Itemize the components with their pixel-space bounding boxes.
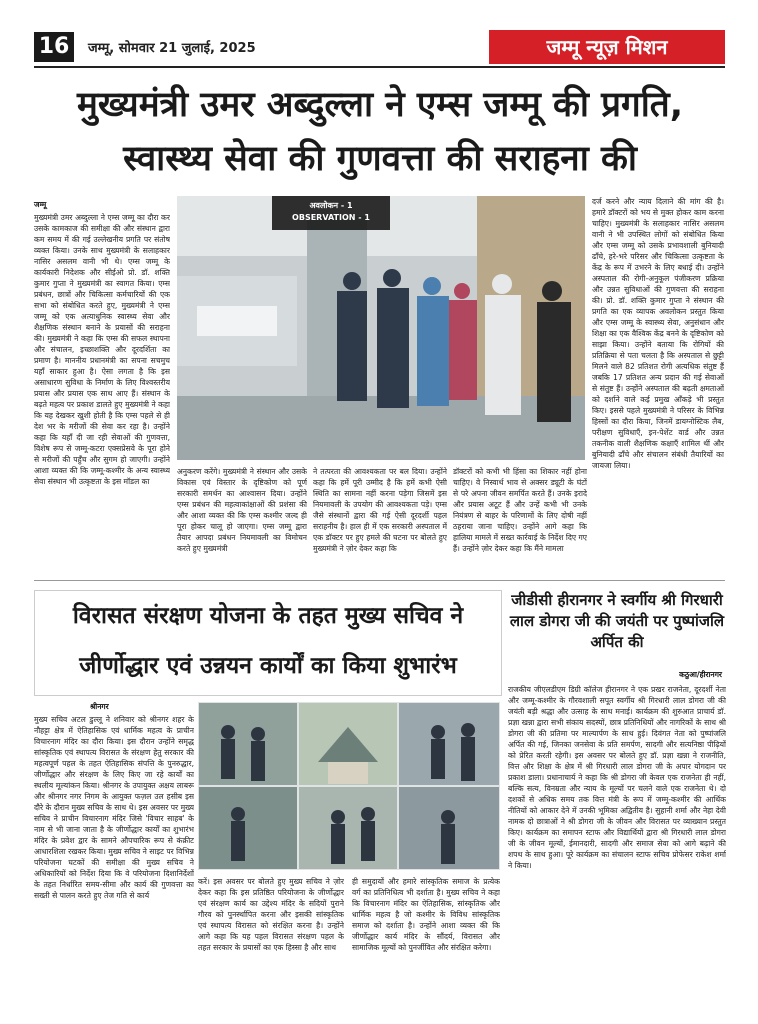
story1-column-2: अनुकरण करेंगे। मुख्यमंत्री ने संस्थान और उसके विकास एवं विस्तार के दृष्टिकोण को पूर्ण सरकारी समर्थन का आश्वासन दिया। उन्होंने एम्स प्रबंधन की महत्वाकांक्षाओं की प्रशंसा की और आशा व्यक्त की कि एम्स कश्मीर जल्द ही पूरा होकर चालू हो जाएगा। एम्स जम्मू द्वारा तैयार आपदा प्रबंधन नियमावली का विमोचन करते हुए मुख्यमंत्री [177, 467, 307, 553]
story1-headline-line1: मुख्यमंत्री उमर अब्दुल्ला ने एम्स जम्मू की प्रगति, [76, 85, 684, 125]
story1-dateline: जम्मू [34, 200, 47, 209]
section-divider [34, 580, 725, 581]
observation-sign [272, 200, 390, 224]
observation-sign-hindi: अवलोकन - 1 [309, 201, 353, 210]
hospital-visit-photo [177, 196, 585, 460]
story2-headline-line1: विरासत संरक्षण योजना के तहत मुख्य सचिव ने [72, 603, 464, 629]
story2-dateline: श्रीनगर [90, 702, 109, 711]
header-rule [34, 66, 725, 68]
story2-headline-line2: जीर्णोद्धार एवं उन्नयन कार्यों का किया शुभारंभ [79, 653, 457, 679]
page-number: 16 [34, 32, 74, 62]
date-line: जम्मू, सोमवार 21 जुलाई, 2025 [88, 41, 256, 56]
story2-photo-collage [198, 702, 500, 870]
story3-dateline: कठुआ/हीरानगर [679, 670, 722, 679]
observation-sign-english: OBSERVATION - 1 [292, 213, 370, 222]
story3-body: राजकीय जीएलडीएम डिग्री कॉलेज हीरानगर ने एक प्रखर राजनेता, दूरदर्शी नेता और जम्मू-कश्मीर के गौरवशाली सपूत स्वर्गीय श्री गिरधारी लाल डोगरा जी की जयंती बड़ी श्रद्धा और उत्साह के साथ मनाई। कार्यक्रम की शुरुआत प्राचार्य डॉ. प्रज्ञा खन्ना द्वारा सभी संकाय सदस्यों, छात्र प्रतिनिधियों और नागरिकों के साथ श्री डोगरा जी की प्रतिमा पर माल्यार्पण के साथ हुई। दिवंगत नेता को पुष्पांजलि अर्पित की गई, जिनका जनसेवा के प्रति समर्पण, सादगी और सत्यनिष्ठा पीढ़ियों को प्रेरित करती रहेगी। इस अवसर पर बोलते हुए डॉ. प्रज्ञा खन्ना ने राजनीति, वित्त और शिक्षा के क्षेत्र में श्री गिरधारी लाल डोगरा जी के अपार योगदान पर प्रकाश डाला। प्रधानाचार्य ने कहा कि श्री डोगरा जी केवल एक राजनेता ही नहीं, बल्कि सत्य, विनम्रता और न्याय के मूल्यों पर चलने वाले एक राजनेता थे। दो दशकों से अधिक समय तक वित्त मंत्री के रूप में जम्मू-कश्मीर की आर्थिक नीतियों को आकार देने में उनकी भूमिका अद्वितीय है। सुहानी शर्मा और नेहा देवी नामक दो छात्राओं ने श्री डोगरा जी के जीवन और विरासत पर व्याख्यान प्रस्तुत किए। कार्यक्रम का समापन स्टाफ और विद्यार्थियों द्वारा श्री गिरधारी लाल डोगरा जी के जीवन मूल्यों, ईमानदारी, सादगी और समाज सेवा को आगे बढ़ाने की शपथ के साथ हुआ। पूरे कार्यक्रम का संचालन स्टाफ सचिव प्रोफेसर राकेश शर्मा ने किया। [508, 685, 726, 870]
story1-photo [177, 196, 585, 460]
temple-visit-collage [198, 702, 500, 870]
story3-headline-text: जीडीसी हीरानगर ने स्वर्गीय श्री गिरधारी लाल डोगरा जी की जयंती पर पुष्पांजलि अर्पित की [509, 591, 725, 651]
story1-column-1: मुख्यमंत्री उमर अब्दुल्ला ने एम्स जम्मू का दौरा कर उसके कामकाज की समीक्षा की और संस्थान द्वारा कम समय में की गई उल्लेखनीय प्रगति पर संतोष व्यक्त किया। उनके साथ मुख्यमंत्री के सलाहकार नासिर असलम वानी भी थे। एम्स जम्मू के कार्यकारी निदेशक और सीईओ प्रो. डॉ. शक्ति कुमार गुप्ता ने मुख्यमंत्री का स्वागत किया। एम्स प्रबंधन, छात्रों और चिकित्सा कर्मचारियों की एक सभा को संबोधित करते हुए, मुख्यमंत्री ने एम्स जम्मू को एक अत्याधुनिक स्वास्थ्य सेवा और शैक्षणिक संस्थान बनाने के प्रयासों की सराहना की। मुख्यमंत्री ने कहा कि एम्स की सफल स्थापना और संचालन, इच्छाशक्ति और दूरदर्शिता का प्रमाण है। माननीय प्रधानमंत्री का सपना सचमुच यहाँ साकार हुआ है। ऐसा लगता है कि इस असाधारण सुविधा के निर्माण के लिए विश्वस्तरीय प्रयास और प्रयास एक साथ आए हैं। संस्थान के बढ़ते महत्व पर प्रकाश डालते हुए मुख्यमंत्री ने कहा कि यह देखकर खुशी होती है कि एम्स पहले से ही देश भर के मरीजों की सेवा कर रहा है। उन्होंने कहा कि यहाँ दी जा रही सेवाओं की गुणवत्ता, विशेष रूप से जम्मू-कटरा एक्सप्रेसवे के पूरा होने से मरीजों की पहुँच और सुगम हो जाएगी। उन्होंने आशा व्यक्त की कि जम्मू-कश्मीर के अन्य स्वास्थ्य सेवा संस्थान भी उत्कृष्टता के इस मॉडल का [34, 213, 170, 486]
story1-column-4: डॉक्टरों को कभी भी हिंसा का शिकार नहीं होना चाहिए। वे निस्वार्थ भाव से अक्सर ड्यूटी के घंटों से परे अपना जीवन समर्पित करते हैं। उनके इरादे और प्रयास अटूट हैं और उन्हें कभी भी उनके नियंत्रण से बाहर के परिणामों के लिए दोषी नहीं ठहराया जाना चाहिए। उन्होंने आगे कहा कि हालिया मामले में सख्त कार्रवाई के निर्देश दिए गए हैं। उन्होंने ज़ोर देकर कहा कि मैंने मामला [453, 467, 587, 553]
story1-column-5: दर्ज करने और न्याय दिलाने की मांग की है। हमारे डॉक्टरों को भय से मुक्त होकर काम करना चाहिए। मुख्यमंत्री के सलाहकार नासिर असलम वानी ने भी उपस्थित लोगों को संबोधित किया और एम्स जम्मू को उसके प्रभावशाली बुनियादी ढाँचे, हरे-भरे परिसर और चिकित्सा उत्कृष्टता के केंद्र के रूप में उभरने के लिए बधाई दी। उन्होंने अस्पताल की रोगी-अनुकूल पंजीकरण प्रक्रिया और उन्नत सुविधाओं की गुणवत्ता की सराहना की। प्रो. डॉ. शक्ति कुमार गुप्ता ने संस्थान की प्रगति का एक व्यापक अवलोकन प्रस्तुत किया और एम्स जम्मू के स्वास्थ्य सेवा, अनुसंधान और शिक्षा का एक वैश्विक केंद्र बनने के दृष्टिकोण को साझा किया। उन्होंने बताया कि रोगियों की प्रतिक्रिया से पता चलता है कि अस्पताल से छुट्टी मिलने वाले 82 प्रतिशत रोगी अत्यधिक संतुष्ट हैं जबकि 17 प्रतिशत अन्य प्रदान की गई सेवाओं से संतुष्ट हैं। उन्होंने अस्पताल की बढ़ती क्षमताओं को दर्शाने वाले कई प्रमुख आँकड़े भी प्रस्तुत किए। इससे पहले मुख्यमंत्री ने परिसर के विभिन्न हिस्सों का दौरा किया, जिनमें डायग्नोस्टिक लैब, परीक्षण सुविधाएँ, इन-पेशेंट वार्ड और उन्नत तकनीक वाली शैक्षणिक कक्षाएँ शामिल थीं और बुनियादी ढाँचे और संचालन संबंधी तैयारियों का जायजा लिया। [592, 197, 724, 470]
story1-headline-line2: स्वास्थ्य सेवा की गुणवत्ता की सराहना की [123, 139, 637, 179]
story1-headline [20, 78, 740, 186]
story2-column-3: ही समुदायों और हमारे सांस्कृतिक समाज के प्रत्येक वर्ग का प्रतिनिधित्व भी दर्शाता है। मुख्य सचिव ने कहा कि विचारनाग मंदिर का ऐतिहासिक, सांस्कृतिक और धार्मिक महत्व है जो कश्मीर के विविध सांस्कृतिक समाज को दर्शाता है। उन्होंने आशा व्यक्त की कि जीर्णोद्धार कार्य मंदिर के सौंदर्य, विरासत और सामाजिक मूल्यों को पुनर्जीवित और संरक्षित करेगा। [352, 877, 500, 952]
story2-column-2: करें। इस अवसर पर बोलते हुए मुख्य सचिव ने ज़ोर देकर कहा कि इस प्रतिष्ठित परियोजना के जीर्णोद्धार एवं संरक्षण कार्य का उद्देश्य मंदिर के सदियों पुराने गौरव को पुनर्स्थापित करना और इसकी सांस्कृतिक एवं स्थापत्य विरासत को संरक्षित करना है। उन्होंने आगे कहा कि यह पहल विरासत संरक्षण पहल के तहत सरकार के प्रयासों का एक हिस्सा है और साथ [198, 877, 344, 952]
story2-headline [34, 590, 502, 696]
story3-headline [508, 590, 726, 656]
brand-banner: जम्मू न्यूज़ मिशन [489, 30, 725, 64]
story2-column-1: मुख्य सचिव अटल डुल्लू ने शनिवार को श्रीनगर शहर के नौहट्टा क्षेत्र में ऐतिहासिक एवं धार्मिक महत्व के प्राचीन विचारनाग मंदिर का दौरा किया। इस दौरान उन्होंने समृद्ध सांस्कृतिक एवं स्थापत्य विरासत के संरक्षण हेतु सरकार की महत्वपूर्ण पहल के तहत ऐतिहासिक संपत्ति के पुनरुद्धार, जीर्णोद्धार और संरक्षण के लिए किए जा रहे कार्यों का स्थलीय मूल्यांकन किया। श्रीनगर के उपायुक्त अक्षय लाबरू और श्रीनगर नगर निगम के आयुक्त फज़ल उल हसीब इस दौरे के दौरान मुख्य सचिव के साथ थे। इस अवसर पर मुख्य सचिव ने प्राचीन विचारनाग मंदिर जिसे 'विचार साहब' के नाम से भी जाना जाता है के जीर्णोद्धार कार्यों का शुभारंभ मंदिर के प्रवेश द्वार के सामने औपचारिक रूप से कंक्रीट आधारशिला रखकर किया। मुख्य सचिव ने साइट पर विभिन्न परियोजना घटकों की समीक्षा की मुख्य सचिव ने अधिकारियों को निर्देश दिया कि वे परियोजना दिशानिर्देशों के तहत निर्धारित समय-सीमा और कार्य की गुणवत्ता का सख्ती से पालन करते हुए तेज गति से कार्य [34, 715, 194, 900]
story1-column-3: ने तत्परता की आवश्यकता पर बल दिया। उन्होंने कहा कि हमें पूरी उम्मीद है कि हमें कभी ऐसी स्थिति का सामना नहीं करना पड़ेगा जिसमें इस नियमावली के उपयोग की आवश्यकता पड़े। एम्स जैसे संस्थानों द्वारा की गई ऐसी दूरदर्शी पहल सराहनीय है। हाल ही में एक सरकारी अस्पताल में एक डॉक्टर पर हुए हमले की घटना पर बोलते हुए मुख्यमंत्री ने ज़ोर देकर कहा कि [313, 467, 447, 553]
